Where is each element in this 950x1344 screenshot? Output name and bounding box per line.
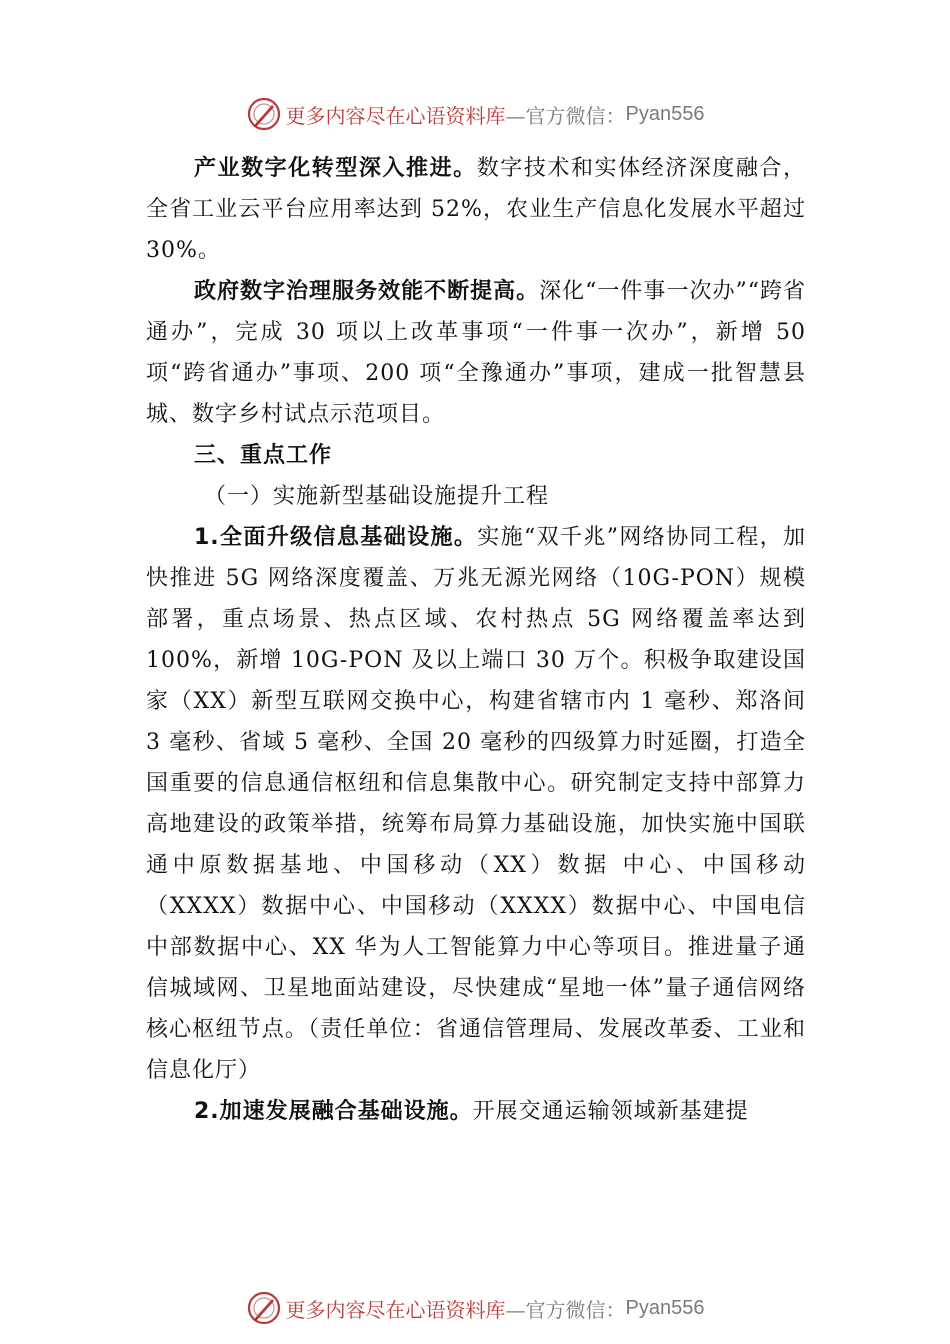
banner-wechat-id: Pyan556: [625, 102, 705, 125]
paragraph-info-infrastructure: [146, 517, 806, 1091]
banner-site-name: 更多内容尽在心语资料库: [285, 1297, 506, 1322]
banner-site-name: 更多内容尽在心语资料库: [285, 103, 506, 128]
paragraph-industry-digitalization: [146, 148, 806, 271]
paragraph-lead: 政府数字治理服务效能不断提高。: [194, 279, 540, 304]
footer-banner: [0, 1286, 950, 1330]
paragraph-lead: 2.加速发展融合基础设施。: [194, 1099, 473, 1124]
document-body: [146, 148, 806, 1132]
paragraph-text: 开展交通运输领域新基建提: [472, 1099, 749, 1124]
paragraph-text: 数字技术和实体经济深度融合，全省工业云平台应用率达到 52%，农业生产信息化发展水平超过 30%。: [146, 156, 806, 263]
paragraph-text: 深化“一件事一次办”“跨省通办”，完成 30 项以上改革事项“一件事一次办”，新增 50 项“跨省通办”事项、200 项“全豫通办”事项，建成一批智慧县城、数字乡村试点示范项目。: [146, 279, 806, 427]
banner-wechat-label: —官方微信：: [505, 103, 626, 128]
banner-wechat-id: Pyan556: [625, 1296, 705, 1319]
banner-wechat-label: —官方微信：: [505, 1297, 626, 1322]
paragraph-government-governance: [146, 271, 806, 435]
section-heading: 三、重点工作: [194, 443, 333, 468]
paragraph-text: 实施“双千兆”网络协同工程，加快推进 5G 网络深度覆盖、万兆无源光网络（10G-PON）规模部署，重点场景、热点区域、农村热点 5G 网络覆盖率达到 100%，新增 10G-PON 及以上端口 30 万个。积极争取建设国家（XX）新型互联网交换中心，构建省辖市内 1 毫秒、郑洛间 3 毫秒、省域 5 毫秒、全国 20 毫秒的四级算力时延圈，打造全国重要的信息通信枢纽和信息集散中心。研究制定支持中部算力高地建设的政策举措，统筹布局算力基础设施，加快实施中国联通中原数据基地、中国移动（XX）数据 中心、中国移动（XXXX）数据中心、中国移动（XXXX）数据中心、中国电信中部数据中心、XX 华为人工智能算力中心等项目。推进量子通信城域网、卫星地面站建设，尽快建成“星地一体”量子通信网络核心枢纽节点。（责任单位：省通信管理局、发展改革委、工业和信息化厅）: [146, 525, 806, 1083]
pen-logo-icon: [246, 96, 282, 132]
paragraph-lead: 1.全面升级信息基础设施。: [194, 525, 478, 550]
paragraph-fusion-infrastructure: [146, 1091, 806, 1132]
subsection-heading: （一）实施新型基础设施提升工程: [204, 484, 550, 509]
header-banner: [0, 92, 950, 136]
paragraph-lead: 产业数字化转型深入推进。: [194, 156, 477, 181]
pen-logo-icon: [246, 1290, 282, 1326]
